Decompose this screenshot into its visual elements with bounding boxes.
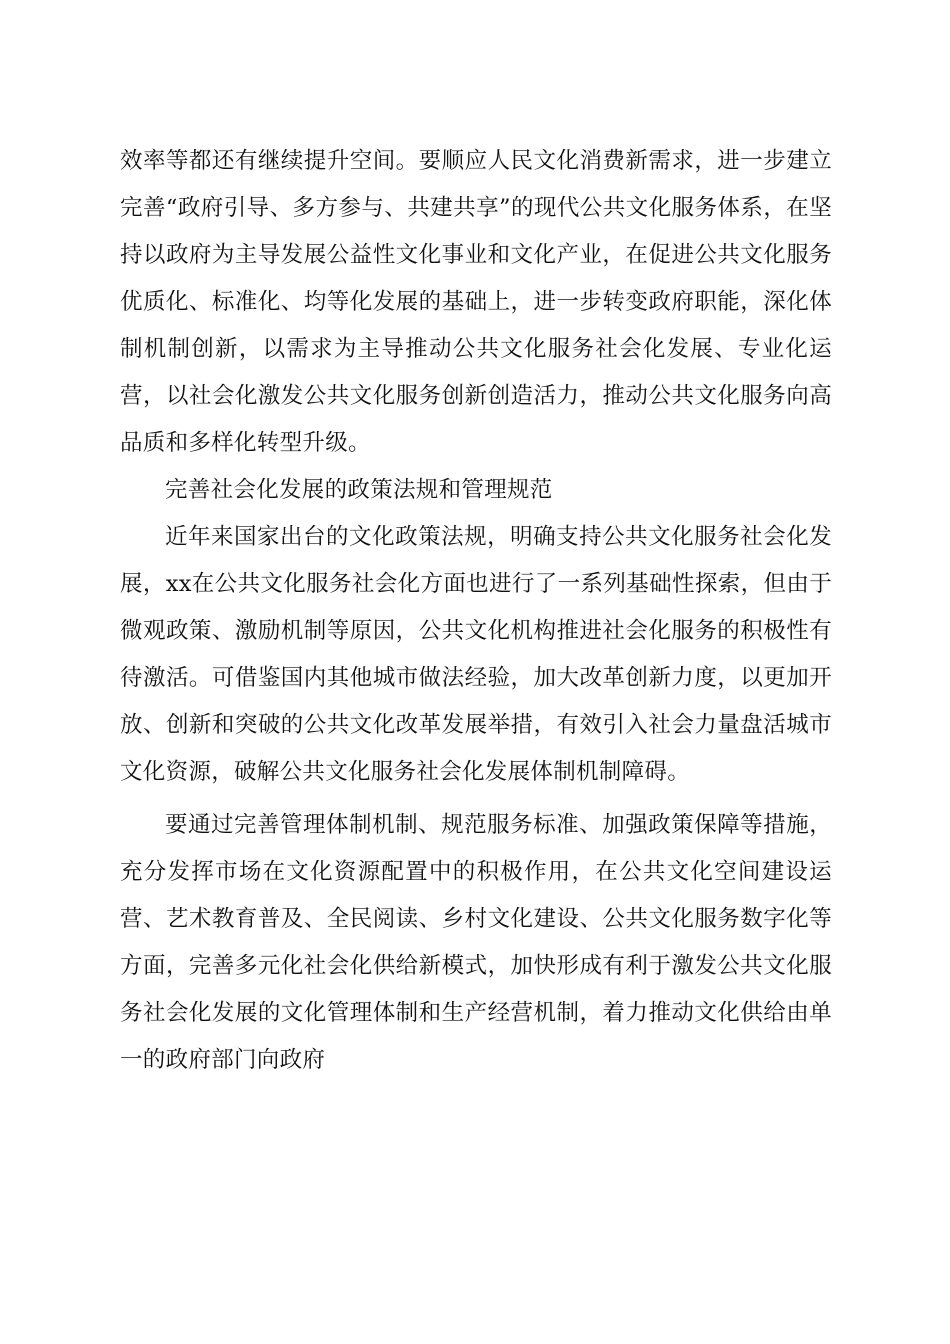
document-body: [120, 138, 832, 1084]
section-heading: 完善社会化发展的政策法规和管理规范: [165, 477, 553, 503]
paragraph-policy: 近年来国家出台的文化政策法规，明确支持公共文化服务社会化发展，xx在公共文化服务社会化方面也进行了一系列基础性探索，但由于微观政策、激励机制等原因，公共文化机构推进社会化服务的积极性有待激活。可借鉴国内其他城市做法经验，加大改革创新力度，以更加开放、创新和突破的公共文化改革发展举措，有效引入社会力量盘活城市文化资源，破解公共文化服务社会化发展体制机制障碍。: [120, 524, 832, 785]
paragraph-continuation: 效率等都还有继续提升空间。要顺应人民文化消费新需求，进一步建立完善“政府引导、多方参与、共建共享”的现代公共文化服务体系，在坚持以政府为主导发展公益性文化事业和文化产业，在促进公共文化服务优质化、标准化、均等化发展的基础上，进一步转变政府职能，深化体制机制创新，以需求为主导推动公共文化服务社会化发展、专业化运营，以社会化激发公共文化服务创新创造活力，推动公共文化服务向高品质和多样化转型升级。: [120, 148, 832, 456]
paragraph-measures: 要通过完善管理体制机制、规范服务标准、加强政策保障等措施，充分发挥市场在文化资源配置中的积极作用，在公共文化空间建设运营、艺术教育普及、全民阅读、乡村文化建设、公共文化服务数字化等方面，完善多元化社会化供给新模式，加快形成有利于激发公共文化服务社会化发展的文化管理体制和生产经营机制，着力推动文化供给由单一的政府部门向政府: [120, 812, 832, 1073]
